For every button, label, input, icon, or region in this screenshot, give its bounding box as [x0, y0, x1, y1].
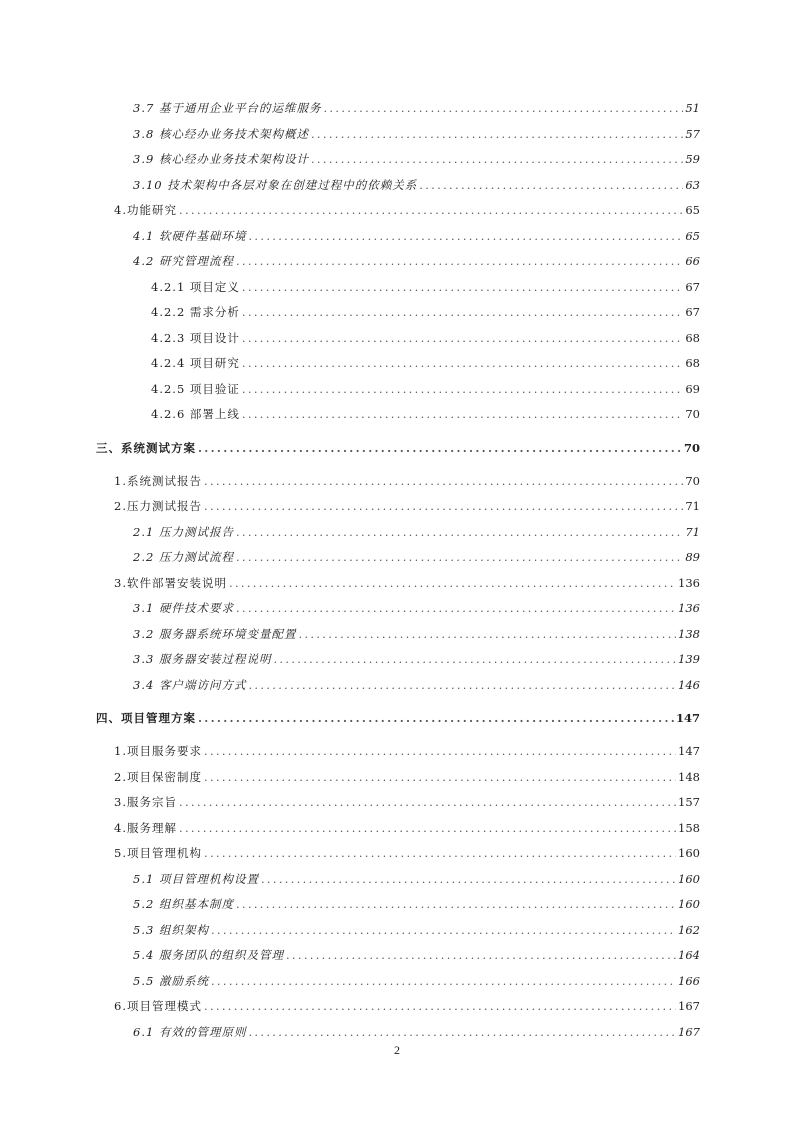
page-number: 2	[394, 1043, 400, 1057]
toc-leader	[419, 178, 683, 192]
toc-entry-title: 3.10 技术架构中各层对象在创建过程中的依赖关系	[133, 178, 418, 192]
toc-entry[interactable]	[114, 473, 700, 489]
toc-entry[interactable]	[114, 998, 700, 1014]
toc-entry-title: 6.项目管理模式	[114, 999, 202, 1013]
toc-entry-page: 138	[678, 627, 700, 641]
toc-entry-title: 1.项目服务要求	[114, 744, 202, 758]
toc-leader	[236, 897, 676, 911]
toc-entry-page: 160	[678, 897, 700, 911]
toc-entry[interactable]	[133, 151, 700, 167]
toc-entry-page: 162	[678, 923, 700, 937]
toc-entry-page: 157	[678, 795, 700, 809]
toc-entry[interactable]	[114, 575, 700, 591]
toc-entry[interactable]	[133, 600, 700, 616]
toc-entry-title: 3.1 硬件技术要求	[133, 601, 234, 615]
toc-entry-title: 5.5 激励系统	[133, 974, 209, 988]
toc-entry[interactable]	[133, 896, 700, 912]
toc-leader	[179, 203, 683, 217]
toc-entry-page: 63	[685, 178, 700, 192]
toc-entry-page: 136	[678, 576, 700, 590]
toc-leader	[242, 407, 683, 421]
toc-entry-page: 69	[685, 382, 700, 396]
toc-entry[interactable]	[114, 820, 700, 836]
toc-leader	[242, 305, 683, 319]
toc-leader	[198, 711, 674, 725]
toc-leader	[229, 576, 676, 590]
toc-leader	[242, 280, 683, 294]
toc-entry-title: 5.4 服务团队的组织及管理	[133, 948, 284, 962]
toc-entry-title: 3.2 服务器系统环境变量配置	[133, 627, 297, 641]
toc-entry-page: 70	[685, 407, 700, 421]
toc-entry[interactable]	[133, 922, 700, 938]
toc-entry-page: 147	[678, 744, 700, 758]
toc-leader	[286, 948, 676, 962]
toc-leader	[261, 872, 676, 886]
toc-entry[interactable]	[133, 100, 700, 116]
toc-entry[interactable]	[133, 177, 700, 193]
toc-leader	[204, 499, 683, 513]
toc-entry[interactable]	[151, 279, 700, 295]
toc-leader	[236, 550, 683, 564]
toc-leader	[242, 331, 683, 345]
toc-leader	[236, 254, 683, 268]
toc-entry-title: 4.2.6 部署上线	[151, 407, 240, 421]
toc-entry-page: 166	[678, 974, 700, 988]
toc-entry-page: 89	[685, 550, 700, 564]
toc-entry[interactable]	[133, 651, 700, 667]
toc-leader	[242, 356, 683, 370]
toc-leader	[236, 601, 676, 615]
toc-entry-title: 3.服务宗旨	[114, 795, 177, 809]
toc-leader	[273, 652, 676, 666]
toc-leader	[211, 974, 676, 988]
toc-entry-title: 2.1 压力测试报告	[133, 525, 234, 539]
toc-entry[interactable]	[133, 228, 700, 244]
toc-entry[interactable]	[151, 330, 700, 346]
toc-entry-title: 3.8 核心经办业务技术架构概述	[133, 127, 309, 141]
toc-entry[interactable]	[133, 126, 700, 142]
toc-entry-page: 136	[678, 601, 700, 615]
toc-leader	[311, 127, 683, 141]
toc-leader	[198, 441, 682, 455]
toc-leader	[248, 678, 676, 692]
toc-entry-title: 3.9 核心经办业务技术架构设计	[133, 152, 309, 166]
toc-entry-title: 5.项目管理机构	[114, 846, 202, 860]
toc-entry-title: 三、系统测试方案	[96, 441, 196, 455]
toc-entry-title: 1.系统测试报告	[114, 474, 202, 488]
toc-entry-title: 4.2.2 需求分析	[151, 305, 240, 319]
toc-entry[interactable]	[133, 253, 700, 269]
toc-entry[interactable]	[114, 794, 700, 810]
toc-chapter[interactable]	[96, 710, 700, 726]
toc-entry-page: 146	[678, 678, 700, 692]
toc-entry-title: 4.2.5 项目验证	[151, 382, 240, 396]
toc-entry[interactable]	[114, 743, 700, 759]
toc-entry-page: 57	[685, 127, 700, 141]
toc-entry-title: 5.2 组织基本制度	[133, 897, 234, 911]
toc-entry[interactable]	[151, 304, 700, 320]
toc-entry-title: 4.2 研究管理流程	[133, 254, 234, 268]
toc-entry-page: 167	[678, 1025, 700, 1039]
toc-entry[interactable]	[133, 549, 700, 565]
toc-entry-page: 68	[685, 331, 700, 345]
toc-entry-title: 3.4 客户端访问方式	[133, 678, 247, 692]
toc-entry[interactable]	[151, 355, 700, 371]
toc-chapter[interactable]	[96, 440, 700, 456]
toc-entry-title: 4.2.1 项目定义	[151, 280, 240, 294]
toc-leader	[248, 1025, 676, 1039]
toc-leader	[179, 795, 676, 809]
toc-entry[interactable]	[114, 769, 700, 785]
toc-entry[interactable]	[114, 498, 700, 514]
toc-entry-page: 147	[675, 711, 700, 725]
toc-entry-page: 160	[678, 846, 700, 860]
toc-entry-page: 65	[685, 203, 700, 217]
toc-entry-page: 139	[678, 652, 700, 666]
toc-leader	[323, 101, 683, 115]
toc-entry[interactable]	[133, 626, 700, 642]
toc-entry[interactable]	[133, 677, 700, 693]
toc-entry-title: 3.3 服务器安装过程说明	[133, 652, 272, 666]
toc-entry-page: 71	[685, 525, 700, 539]
toc-entry-page: 65	[685, 229, 700, 243]
toc-entry-page: 68	[685, 356, 700, 370]
toc-leader	[242, 382, 683, 396]
toc-leader	[204, 474, 683, 488]
toc-entry-title: 5.1 项目管理机构设置	[133, 872, 259, 886]
toc-entry-title: 6.1 有效的管理原则	[133, 1025, 247, 1039]
toc-entry-title: 四、项目管理方案	[96, 711, 196, 725]
toc-entry-page: 67	[685, 305, 700, 319]
toc-entry-title: 4.1 软硬件基础环境	[133, 229, 247, 243]
toc-leader	[311, 152, 683, 166]
toc-entry-page: 158	[678, 821, 700, 835]
toc-entry-page: 67	[685, 280, 700, 294]
toc-leader	[204, 846, 676, 860]
toc-entry-page: 71	[685, 499, 700, 513]
toc-entry[interactable]	[114, 202, 700, 218]
toc-leader	[236, 525, 683, 539]
toc-entry-page: 167	[678, 999, 700, 1013]
toc-entry-title: 3.7 基于通用企业平台的运维服务	[133, 101, 322, 115]
toc-entry-page: 66	[685, 254, 700, 268]
toc-entry-title: 3.软件部署安装说明	[114, 576, 227, 590]
toc-entry-title: 4.2.4 项目研究	[151, 356, 240, 370]
toc-leader	[204, 744, 676, 758]
toc-leader	[211, 923, 676, 937]
toc-entry-title: 2.项目保密制度	[114, 770, 202, 784]
toc-leader	[179, 821, 676, 835]
toc-entry-page: 51	[685, 101, 700, 115]
toc-leader	[248, 229, 683, 243]
toc-entry[interactable]	[133, 871, 700, 887]
toc-entry[interactable]	[133, 524, 700, 540]
toc-entry-title: 5.3 组织架构	[133, 923, 209, 937]
toc-entry-page: 164	[678, 948, 700, 962]
toc-entry[interactable]	[133, 947, 700, 963]
toc-entry[interactable]	[114, 845, 700, 861]
toc-entry-title: 2.压力测试报告	[114, 499, 202, 513]
toc-entry[interactable]	[133, 1024, 700, 1040]
toc-entry[interactable]	[151, 406, 700, 422]
toc-entry-page: 59	[685, 152, 700, 166]
toc-leader	[204, 999, 676, 1013]
toc-entry-title: 4.2.3 项目设计	[151, 331, 240, 345]
toc-entry-title: 2.2 压力测试流程	[133, 550, 234, 564]
toc-entry[interactable]	[151, 381, 700, 397]
toc-entry-page: 70	[683, 441, 700, 455]
toc-entry[interactable]	[133, 973, 700, 989]
toc-entry-page: 70	[685, 474, 700, 488]
toc-entry-title: 4.功能研究	[114, 203, 177, 217]
toc-entry-page: 160	[678, 872, 700, 886]
toc-leader	[298, 627, 676, 641]
toc-leader	[204, 770, 676, 784]
toc-entry-title: 4.服务理解	[114, 821, 177, 835]
toc-entry-page: 148	[678, 770, 700, 784]
